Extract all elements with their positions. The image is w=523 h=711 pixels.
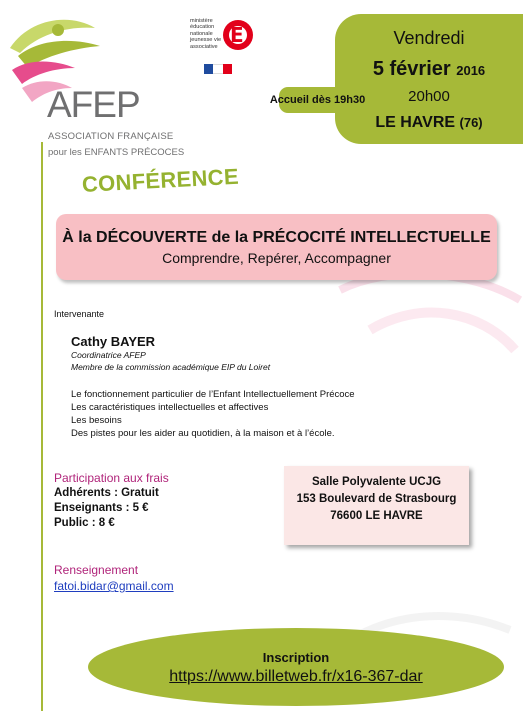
speaker-name: Cathy BAYER [71, 334, 156, 349]
fees-list [54, 486, 159, 531]
event-department: (76) [459, 115, 483, 130]
event-city-name: LE HAVRE [375, 114, 456, 131]
ministry-text: ministère éducation nationale jeunesse vie associative [190, 18, 222, 50]
event-date-main: 5 février [372, 58, 451, 80]
welcome-time-badge: Accueil dès 19h30 [279, 87, 356, 113]
topic-item: Les caractéristiques intellectuelles et affectives [71, 402, 269, 413]
french-flag-icon [204, 64, 232, 74]
association-name-line1: ASSOCIATION FRANÇAISE [48, 131, 174, 142]
venue-street: 153 Boulevard de Strasbourg [296, 493, 457, 505]
title-box [56, 214, 497, 280]
registration-heading: Inscription [262, 650, 330, 665]
topic-item: Les besoins [71, 415, 122, 426]
ministry-emblem-letter: É [230, 23, 244, 47]
event-city [335, 114, 523, 132]
vertical-divider [41, 142, 43, 711]
fee-item: Enseignants : 5 € [54, 502, 149, 514]
registration-link[interactable]: https://www.billetweb.fr/x16-367-dar [169, 668, 423, 685]
fees-heading: Participation aux frais [54, 471, 169, 485]
contact-heading: Renseignement [54, 563, 139, 577]
venue-name: Salle Polyvalente UCJG [311, 476, 442, 488]
fee-item: Public : 8 € [54, 517, 115, 529]
fee-item: Adhérents : Gratuit [54, 487, 159, 499]
event-day: Vendredi [393, 28, 465, 48]
event-date [335, 58, 523, 81]
topics-list [71, 388, 355, 440]
association-name-line2: pour les ENFANTS PRÉCOCES [48, 147, 185, 158]
venue-city: 76600 LE HAVRE [330, 510, 423, 522]
topic-item: Des pistes pour les aider au quotidien, à la maison et à l’école. [71, 428, 335, 439]
registration-ellipse [88, 628, 504, 706]
speaker-role: Coordinatrice AFEP [71, 350, 146, 360]
event-year: 2016 [456, 63, 486, 78]
conference-title: À la DÉCOUVERTE de la PRÉCOCITÉ INTELLECTUELLE [62, 229, 491, 246]
afep-logo-text: AFEP [47, 84, 140, 125]
venue-address [284, 474, 469, 525]
contact-email-link[interactable]: fatoi.bidar@gmail.com [54, 579, 174, 593]
event-time: 20h00 [408, 88, 450, 105]
speaker-heading: Intervenante [54, 309, 105, 319]
ministry-logo [190, 18, 260, 88]
conference-label: CONFÉRENCE [81, 163, 240, 197]
conference-subtitle: Comprendre, Repérer, Accompagner [162, 250, 391, 266]
topic-item: Le fonctionnement particulier de l’Enfant Intellectuellement Précoce [71, 389, 355, 400]
speaker-membership: Membre de la commission académique EIP du Loiret [71, 362, 271, 372]
